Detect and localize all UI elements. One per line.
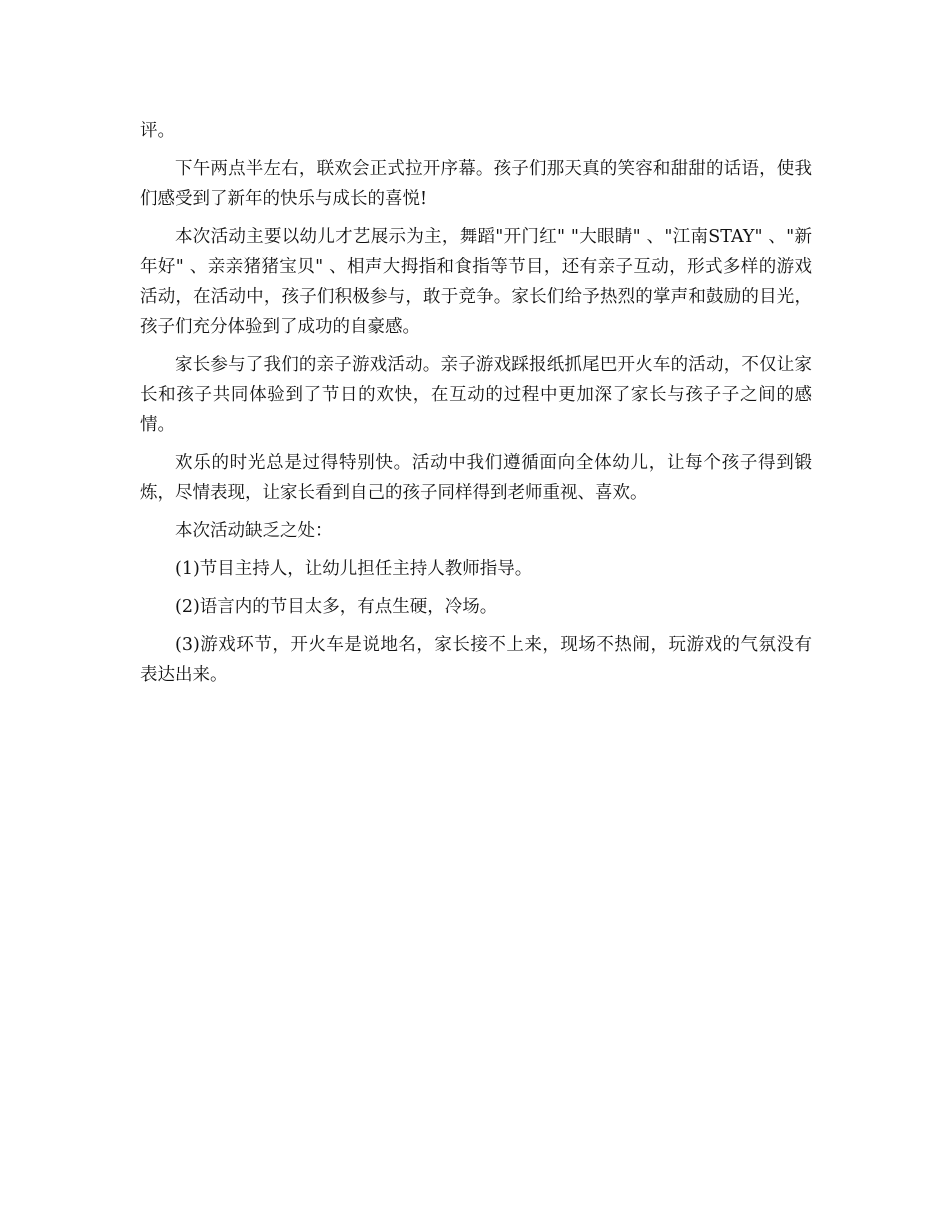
paragraph-shortcomings-heading: 本次活动缺乏之处： [175, 521, 333, 541]
list-item: (1)节目主持人，让幼儿担任主持人教师指导。 [175, 559, 533, 579]
paragraph-parent-games: 家长参与了我们的亲子游戏活动。亲子游戏踩报纸抓尾巴开火车的活动，不仅让家长和孩子共同体验到了节日的欢快，在互动的过程中更加深了家长与孩子子之间的感情。 [140, 355, 812, 435]
list-item: (2)语言内的节目太多，有点生硬，冷场。 [175, 597, 498, 617]
document-body [140, 116, 812, 698]
paragraph-continuation: 评。 [140, 121, 175, 141]
paragraph-opening: 下午两点半左右，联欢会正式拉开序幕。孩子们那天真的笑容和甜甜的话语，使我们感受到了新年的快乐与成长的喜悦! [140, 159, 812, 209]
paragraph-program: 本次活动主要以幼儿才艺展示为主，舞蹈"开门红" "大眼睛" 、"江南STAY" 、"新年好" 、亲亲猪猪宝贝" 、相声大拇指和食指等节目，还有亲子互动，形式多样的游戏活动，在活动中，孩子们积极参与，敢于竞争。家长们给予热烈的掌声和鼓励的目光，孩子们充分体验到了成功的自豪感。 [140, 227, 812, 337]
paragraph-happy-time: 欢乐的时光总是过得特别快。活动中我们遵循面向全体幼儿，让每个孩子得到锻炼，尽情表现，让家长看到自己的孩子同样得到老师重视、喜欢。 [140, 453, 812, 503]
list-item: (3)游戏环节，开火车是说地名，家长接不上来，现场不热闹，玩游戏的气氛没有表达出来。 [140, 635, 812, 685]
